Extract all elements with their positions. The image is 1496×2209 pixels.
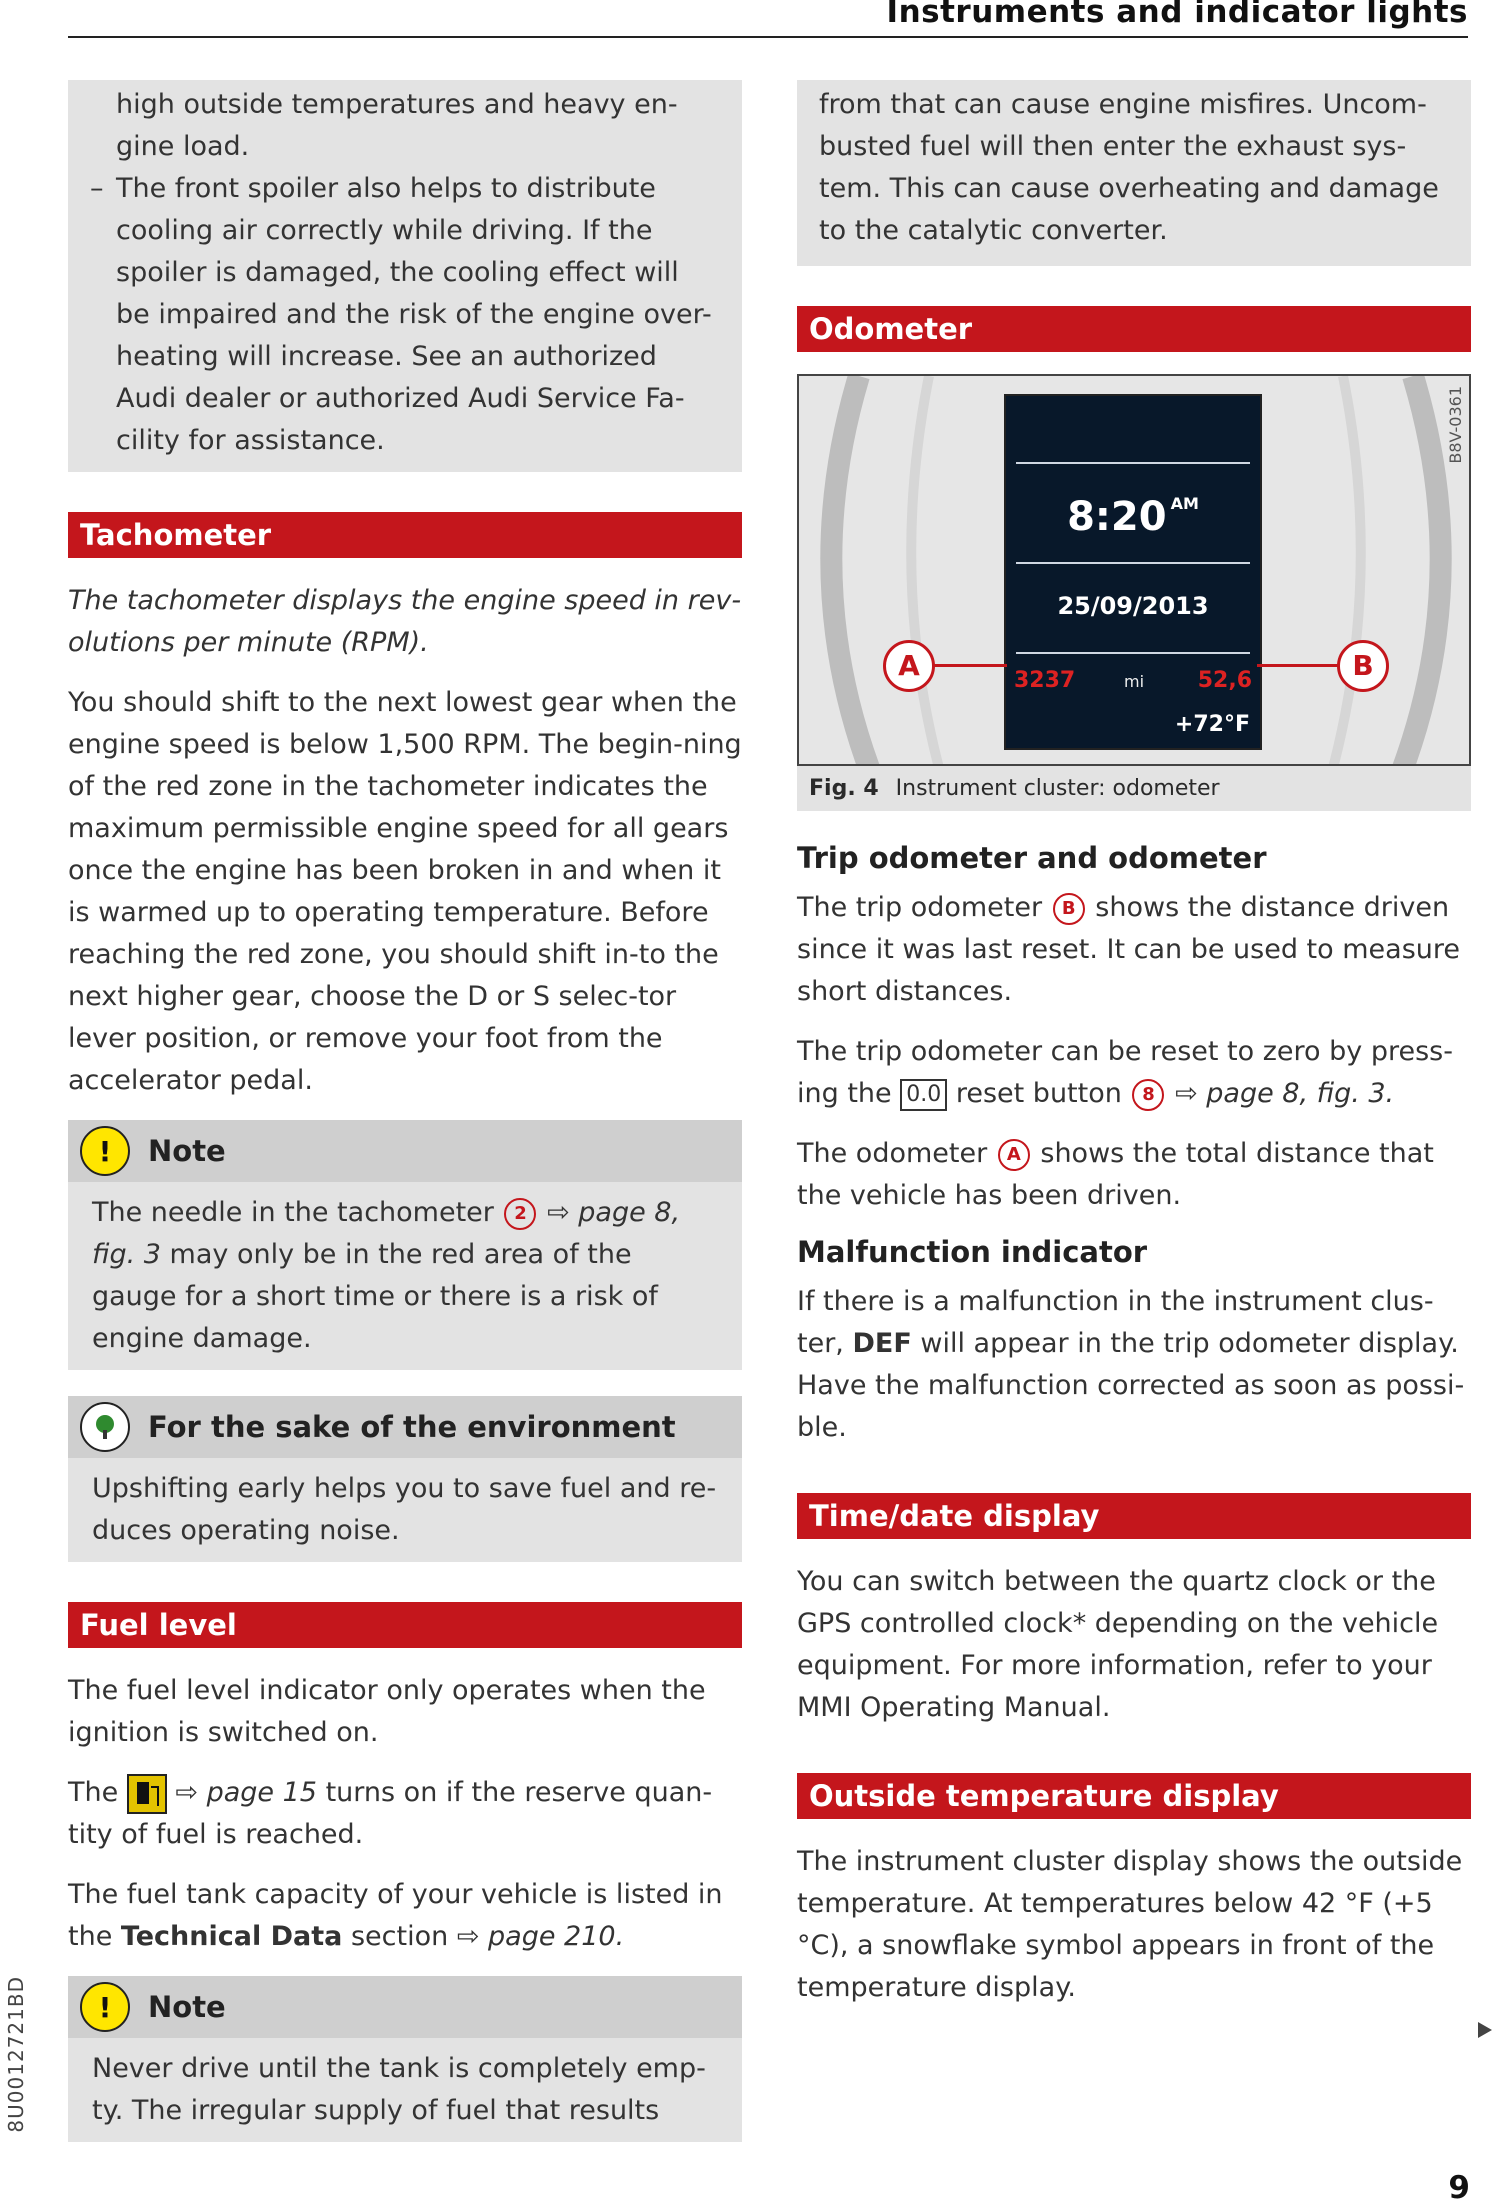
continued-warning-box <box>68 80 742 472</box>
display-divider <box>1016 562 1250 564</box>
page-reference-link[interactable]: ⇨ page 8, fig. 3. <box>1175 1078 1395 1109</box>
note-box-fuel <box>68 1976 742 2142</box>
note-text <box>92 1192 718 1360</box>
fuel-p3-pre: The fuel tank capacity of your vehicle is listed in the <box>68 1879 723 1952</box>
section-heading-tachometer: Tachometer <box>68 512 742 558</box>
callout-a: A <box>883 640 935 692</box>
callout-letter: B <box>1053 893 1085 925</box>
p2-pre: The trip odometer can be reset to zero by press-ing the <box>797 1036 1453 1109</box>
outside-temperature-paragraph: The instrument cluster display shows the outside temperature. At temperatures below 42 °F (+5 °C), a snowflake symbol appears in front of the temperature display. <box>797 1846 1463 2003</box>
malfunction-paragraph <box>797 1281 1471 1449</box>
fuel-p2-pre: The <box>68 1777 119 1808</box>
continued-note-box <box>797 80 1471 266</box>
note-header <box>68 1976 742 2038</box>
instrument-display <box>1004 394 1262 750</box>
note-box-tachometer <box>68 1120 742 1370</box>
continued-line: high outside temperatures and heavy en-gine load. <box>116 89 678 162</box>
environment-header <box>68 1396 742 1458</box>
continued-list <box>90 168 720 462</box>
note-text: Never drive until the tank is completely emp-ty. The irregular supply of fuel that results <box>92 2053 706 2126</box>
note-body <box>68 2038 742 2142</box>
left-column <box>68 80 742 2168</box>
callout-leader-a <box>929 664 1007 667</box>
list-dash: – <box>90 173 104 204</box>
figure-code: B8V-0361 <box>1446 386 1465 464</box>
section-heading-outside-temperature: Outside temperature display <box>797 1773 1471 1819</box>
p3-pre: The odometer <box>797 1138 988 1169</box>
list-item <box>90 168 720 462</box>
figure-label: Fig. 4 <box>809 776 879 801</box>
time-ampm: AM <box>1170 494 1199 513</box>
environment-text: Upshifting early helps you to save fuel and re-duces operating noise. <box>92 1473 717 1546</box>
subheading-trip-odometer: Trip odometer and odometer <box>797 841 1267 875</box>
note-header <box>68 1120 742 1182</box>
tachometer-intro: The tachometer displays the engine speed in rev-olutions per minute (RPM). <box>68 585 742 658</box>
subheading-malfunction: Malfunction indicator <box>797 1235 1148 1269</box>
odometer-paragraph <box>797 1133 1471 1217</box>
warning-icon: ! <box>80 1982 130 2032</box>
fuel-p2-post: turns on if the reserve quan-tity of fuel is reached. <box>68 1777 713 1850</box>
odometer-figure <box>797 374 1471 766</box>
tachometer-body: You should shift to the next lowest gear when the engine speed is below 1,500 RPM. The begin-ning of the red zone in the tachometer indicates the maximum permissible engine speed for all gears once the engine has been broken in and when it is warmed up to operating temperature. Before reaching the red zone, you should shift in-to the next higher gear, choose the D or S selec-tor lever position, or remove your foot from the accelerator pedal. <box>68 687 742 1096</box>
continue-arrow-icon <box>1478 2022 1492 2038</box>
outside-temperature-value: +72°F <box>1174 712 1250 737</box>
callout-number: 2 <box>504 1198 536 1230</box>
reset-button-symbol: 0.0 <box>900 1079 947 1111</box>
warning-icon: ! <box>80 1126 130 1176</box>
trip-reset-paragraph <box>797 1031 1471 1115</box>
figure-caption-text: Instrument cluster: odometer <box>895 776 1220 801</box>
display-divider <box>1016 462 1250 464</box>
fuel-paragraph-3 <box>68 1874 742 1958</box>
callout-leader-b <box>1257 664 1339 667</box>
p1-pre: The trip odometer <box>797 892 1043 923</box>
list-item-text: The front spoiler also helps to distribute cooling air correctly while driving. If the spoiler is damaged, the cooling effect will be impaired and the risk of the engine over-heating will increase. See an authorized Audi dealer or authorized Audi Service Fa-cility for assistance. <box>116 173 712 456</box>
time-date-paragraph: You can switch between the quartz clock or the GPS controlled clock* depending on the vehicle equipment. For more information, refer to your MMI Operating Manual. <box>797 1566 1439 1723</box>
page-reference-link[interactable]: ⇨ page 8, fig. 3 <box>92 1197 681 1270</box>
note-text-post: may only be in the red area of the gauge for a short time or there is a risk of engine damage. <box>92 1239 658 1354</box>
fuel-pump-icon <box>127 1774 167 1814</box>
continued-note-text: from that can cause engine misfires. Uncom-busted fuel will then enter the exhaust sys-tem. This can cause overheating and damage to the catalytic converter. <box>819 89 1439 246</box>
tree-icon <box>80 1402 130 1452</box>
callout-letter: A <box>998 1139 1030 1171</box>
p3-post: shows the total distance that the vehicle has been driven. <box>797 1138 1434 1211</box>
p1-post: shows the distance driven since it was last reset. It can be used to measure short distances. <box>797 892 1461 1007</box>
fuel-p3-mid: section <box>350 1921 449 1952</box>
figure-caption <box>797 766 1471 811</box>
fuel-paragraph-2 <box>68 1772 742 1856</box>
p4-post: will appear in the trip odometer display. Have the malfunction corrected as soon as possi-ble. <box>797 1328 1465 1443</box>
p2-mid: reset button <box>955 1078 1122 1109</box>
time-value: 8:20 <box>1067 494 1167 540</box>
environment-title: For the sake of the environment <box>148 1410 676 1444</box>
note-title: Note <box>148 1134 226 1168</box>
callout-b: B <box>1337 640 1389 692</box>
fuel-paragraph-1: The fuel level indicator only operates when the ignition is switched on. <box>68 1675 706 1748</box>
note-text-pre: The needle in the tachometer <box>92 1197 494 1228</box>
note-title: Note <box>148 1990 226 2024</box>
page-title: Instruments and indicator lights <box>886 0 1468 30</box>
environment-box <box>68 1396 742 1562</box>
trip-odometer-paragraph <box>797 887 1471 1013</box>
right-column <box>797 80 1471 2027</box>
document-code: 8U0012721BD <box>4 1976 28 2133</box>
page-header <box>68 0 1468 38</box>
display-divider <box>1016 652 1250 654</box>
page-reference-link[interactable]: ⇨ page 210. <box>456 1921 625 1952</box>
def-term: DEF <box>852 1328 912 1359</box>
trip-odometer-value: 52,6 <box>1197 668 1252 693</box>
p4-pre: If there is a malfunction in the instrument clus-ter, <box>797 1286 1434 1359</box>
display-time <box>1006 494 1260 540</box>
page-reference-link[interactable]: ⇨ page 15 <box>175 1777 317 1808</box>
note-body <box>68 1182 742 1370</box>
section-heading-fuel-level: Fuel level <box>68 1602 742 1648</box>
distance-unit: mi <box>1124 672 1145 691</box>
environment-body <box>68 1458 742 1562</box>
section-heading-time-date: Time/date display <box>797 1493 1471 1539</box>
technical-data-term: Technical Data <box>120 1921 343 1952</box>
display-date: 25/09/2013 <box>1057 592 1209 620</box>
page-number: 9 <box>1448 2170 1470 2206</box>
odometer-value: 3237 <box>1014 668 1076 693</box>
section-heading-odometer: Odometer <box>797 306 1471 352</box>
callout-number: 8 <box>1132 1079 1164 1111</box>
